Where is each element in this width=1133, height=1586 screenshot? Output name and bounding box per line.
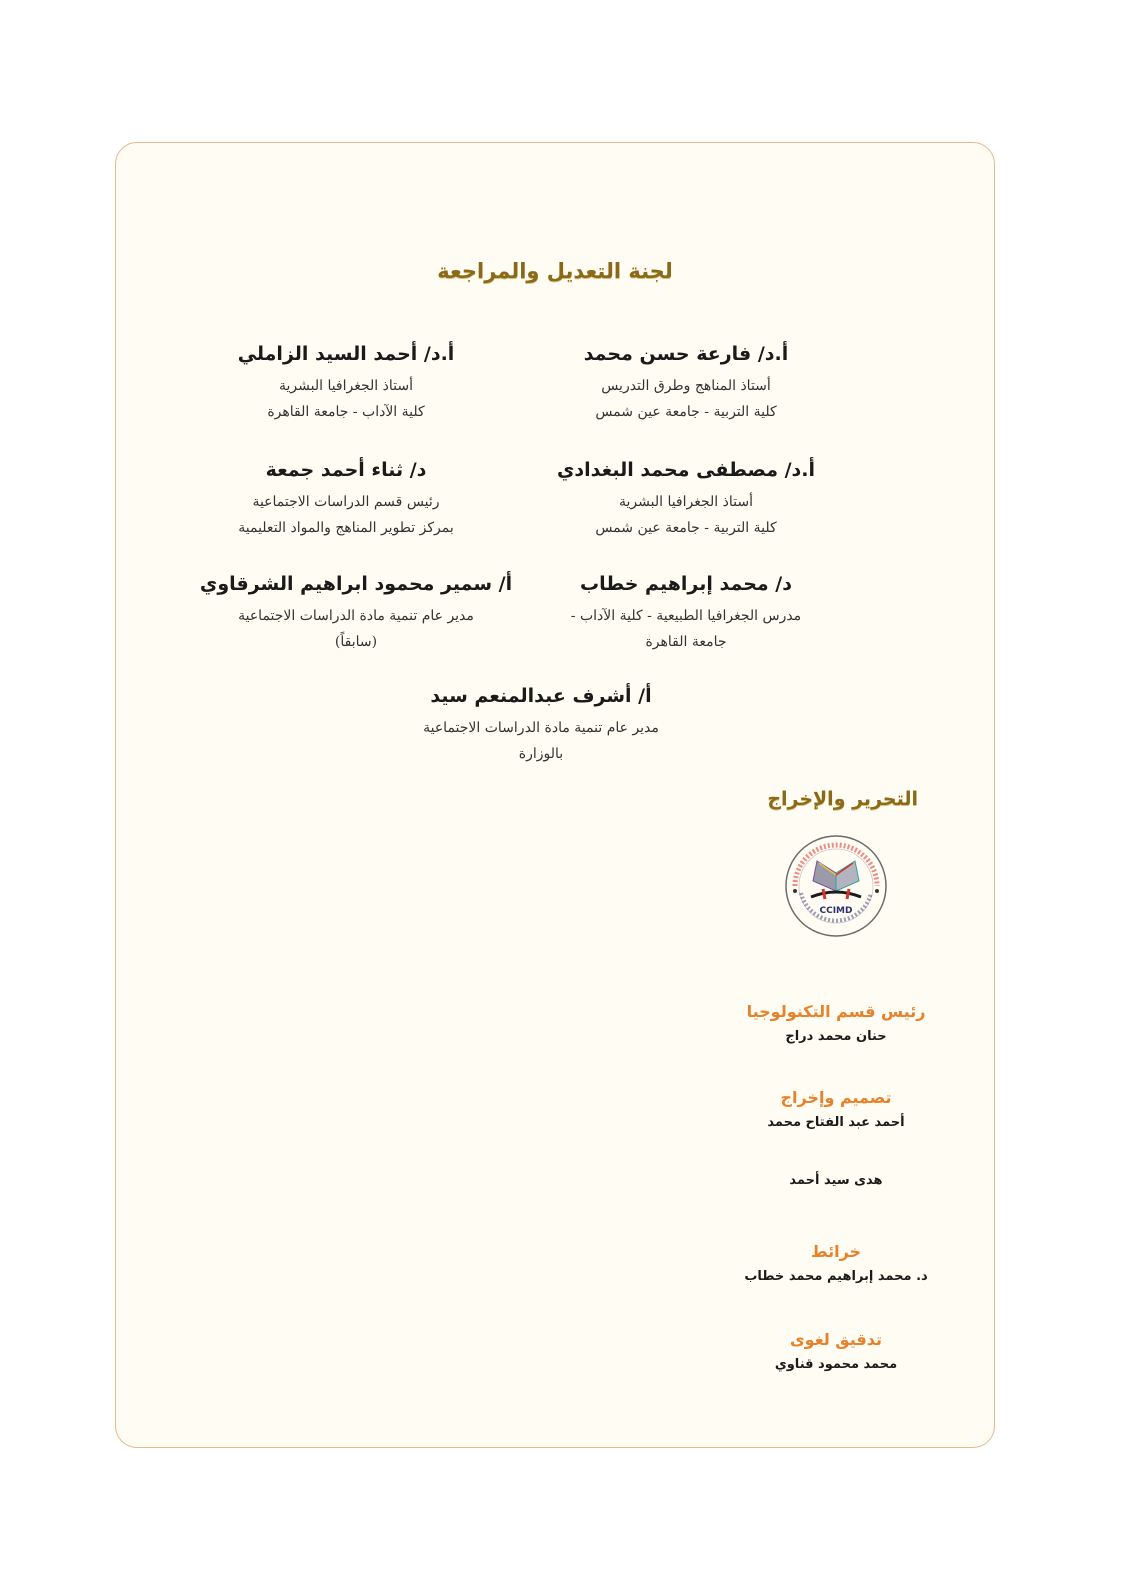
member-affiliation: كلية الآداب - جامعة القاهرة xyxy=(267,404,425,420)
credit-name: هدى سيد أحمد xyxy=(789,1173,883,1188)
member-title: أستاذ الجغرافيا البشرية xyxy=(279,378,413,394)
member-affiliation: جامعة القاهرة xyxy=(645,634,727,650)
svg-text:CCIMD: CCIMD xyxy=(819,906,853,916)
credit-group xyxy=(736,1239,936,1289)
credit-role: تدقيق لغوى xyxy=(790,1330,882,1349)
member-title: أستاذ المناهج وطرق التدريس xyxy=(601,378,771,394)
member-card xyxy=(186,569,526,655)
credit-role: رئيس قسم التكنولوجيا xyxy=(746,1002,926,1021)
page-frame xyxy=(115,142,995,1448)
credit-group xyxy=(736,999,936,1049)
editing-title: التحرير والإخراج xyxy=(767,788,918,810)
member-title: مدير عام تنمية مادة الدراسات الاجتماعية xyxy=(238,608,474,624)
member-affiliation: بالوزارة xyxy=(518,746,564,762)
member-name: أ.د/ مصطفى محمد البغدادي xyxy=(556,459,816,481)
credit-group xyxy=(736,1085,936,1193)
member-name: د/ ثناء أحمد جمعة xyxy=(265,459,427,481)
member-name: أ/ أشرف عبدالمنعم سيد xyxy=(430,685,652,707)
member-note: (سابقاً) xyxy=(334,634,378,650)
ccimd-logo-icon xyxy=(781,831,891,941)
member-card xyxy=(371,681,711,767)
member-title: مدرس الجغرافيا الطبيعية - كلية الآداب - xyxy=(570,608,802,624)
member-affiliation: كلية التربية - جامعة عين شمس xyxy=(595,404,777,420)
credit-name: محمد محمود قناوي xyxy=(774,1357,898,1372)
member-title: رئيس قسم الدراسات الاجتماعية xyxy=(252,494,440,510)
member-name: أ.د/ فارعة حسن محمد xyxy=(583,343,789,365)
member-card xyxy=(526,455,846,541)
credit-name: د. محمد إبراهيم محمد خطاب xyxy=(744,1269,928,1284)
member-name: د/ محمد إبراهيم خطاب xyxy=(580,573,792,595)
credit-group xyxy=(736,1327,936,1377)
member-title: مدير عام تنمية مادة الدراسات الاجتماعية xyxy=(423,720,659,736)
member-affiliation: كلية التربية - جامعة عين شمس xyxy=(595,520,777,536)
member-name: أ.د/ أحمد السيد الزاملي xyxy=(237,343,455,365)
member-card xyxy=(186,455,506,541)
member-name: أ/ سمير محمود ابراهيم الشرقاوي xyxy=(199,573,513,595)
committee-title: لجنة التعديل والمراجعة xyxy=(437,259,673,283)
credit-role: خرائط xyxy=(810,1242,862,1261)
member-affiliation: بمركز تطوير المناهج والمواد التعليمية xyxy=(238,520,454,536)
credit-role: تصميم وإخراج xyxy=(780,1088,892,1107)
credit-name: أحمد عبد الفتاح محمد xyxy=(767,1115,905,1130)
member-card xyxy=(526,339,846,425)
member-card xyxy=(526,569,846,655)
member-card xyxy=(186,339,506,425)
credit-name: حنان محمد دراج xyxy=(785,1029,887,1044)
member-title: أستاذ الجغرافيا البشرية xyxy=(619,494,753,510)
